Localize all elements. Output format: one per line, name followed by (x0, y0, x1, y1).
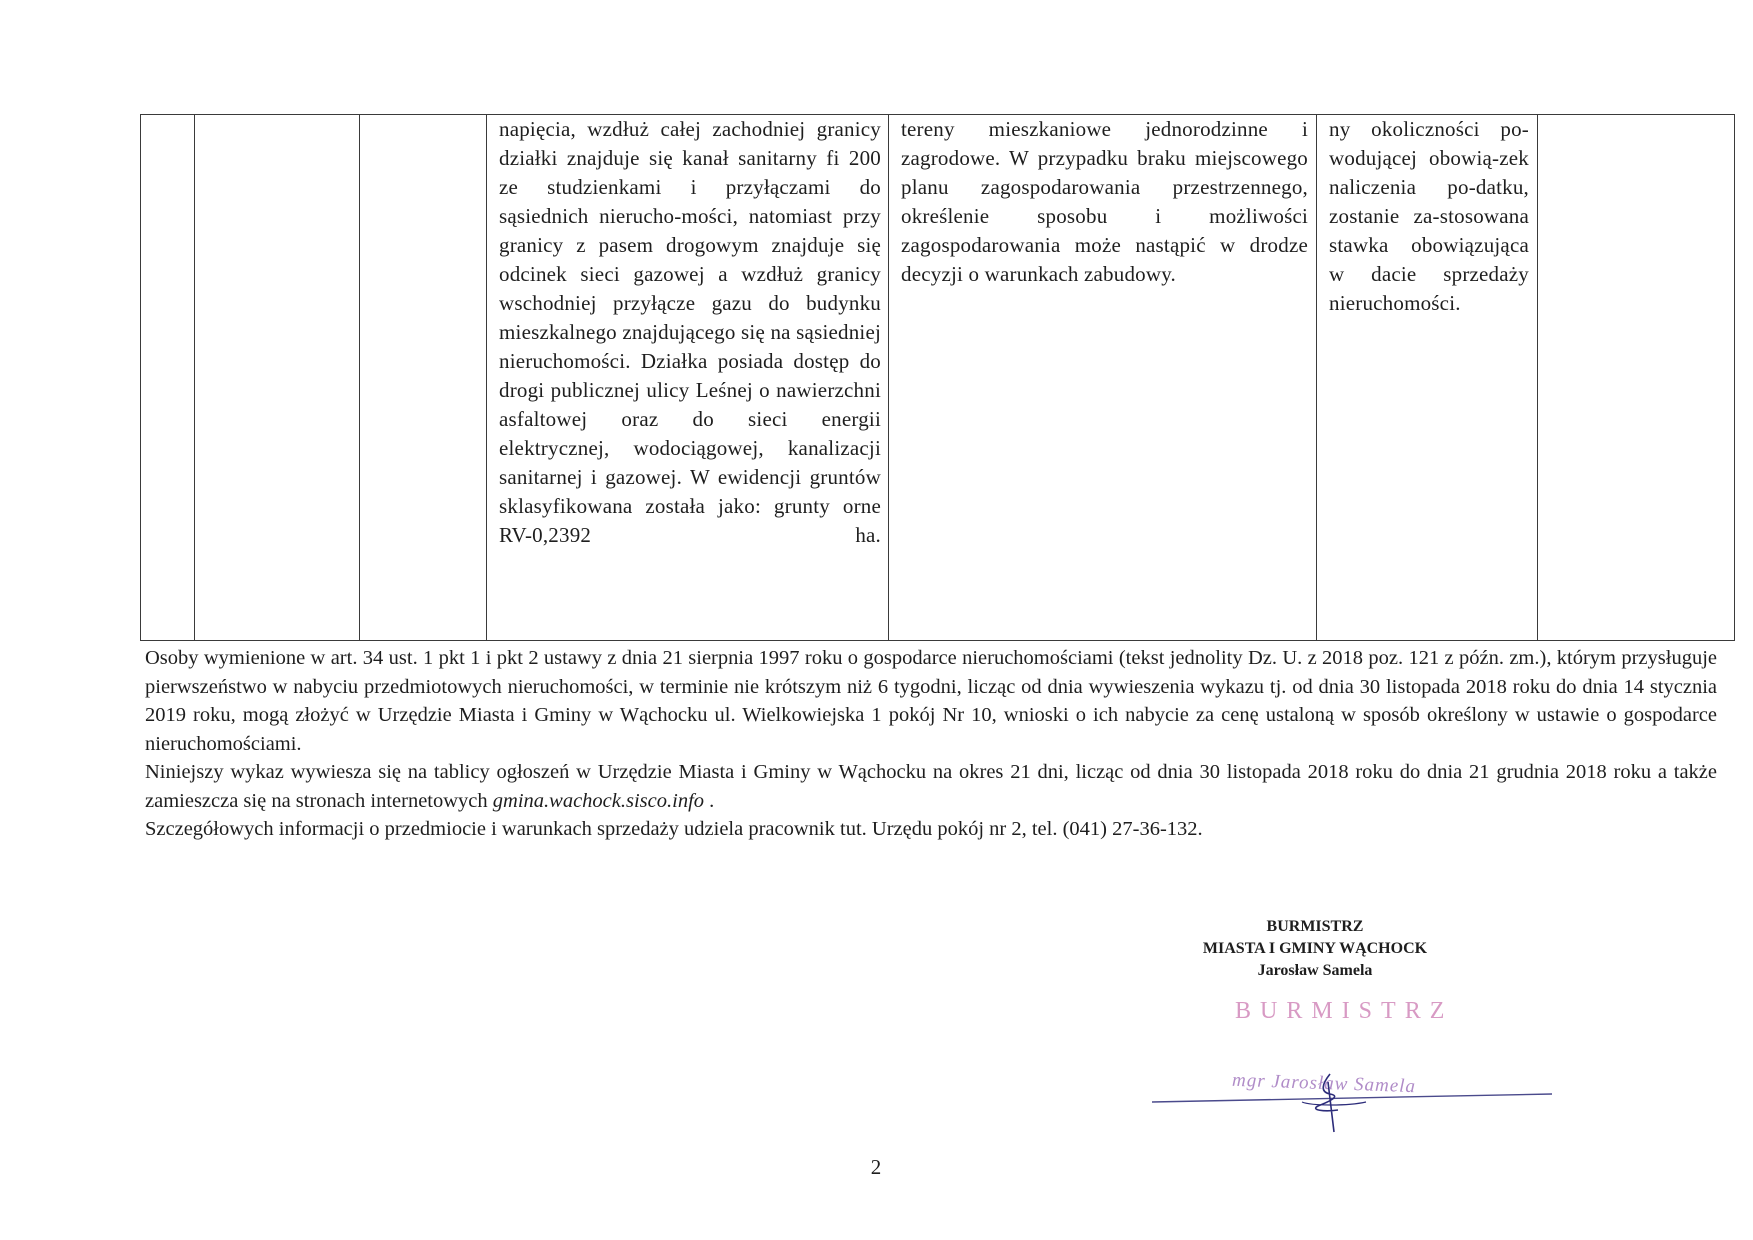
signature-name: Jarosław Samela (1257, 962, 1373, 979)
paragraph-contact: Szczegółowych informacji o przedmiocie i warunkach sprzedaży udziela pracownik tut. Urzędu pokój nr 2, tel. (041) 27-36-132. (145, 818, 1203, 840)
cell-parcel (195, 115, 360, 641)
destination-text: tereny mieszkaniowe jednorodzinne i zagrodowe. W przypadku braku miejscowego planu zagospodarowania przestrzennego, określenie sposobu i możliwości zagospodarowania może nastąpić w drodze decyzji o warunkach zabudowy. (901, 117, 1308, 286)
signature-office: MIASTA I GMINY WĄCHOCK (1202, 940, 1428, 957)
page-number: 2 (870, 1155, 882, 1179)
cell-destination (889, 115, 1317, 641)
handwritten-signature (1152, 1069, 1562, 1142)
website-link[interactable]: gmina.wachock.sisco.info (492, 789, 705, 812)
cell-notes (1317, 115, 1538, 641)
paragraph-posting (145, 758, 1717, 815)
stamp-name: mgr Jarosław Samela (1231, 1069, 1417, 1098)
cell-area (360, 115, 487, 641)
posting-text: Niniejszy wykaz wywiesza się na tablicy ogłoszeń w Urzędzie Miasta i Gminy w Wąchocku na okres 21 dni, licząc od dnia 30 listopada 2018 roku do dnia 21 grudnia 2018 roku a także zamieszcza się na stronach internetowych (145, 761, 1717, 812)
property-table (140, 114, 1735, 641)
cell-lp (141, 115, 195, 641)
description-text: napięcia, wzdłuż całej zachodniej granicy działki znajduje się kanał sanitarny fi 200 ze studzienkami i przyłączami do sąsiednich nierucho-mości, natomiast przy granicy z pasem drogowym znajduje się odcinek sieci gazowej a wzdłuż granicy wschodniej przyłącze gazu do budynku mieszkalnego znajdującego się na sąsiedniej nieruchomości. Działka posiada dostęp do drogi publicznej ulicy Leśnej o nawierzchni asfaltowej oraz do sieci energii elektrycznej, wodociągowej, kanalizacji sanitarnej i gazowej. W ewidencji gruntów sklasyfikowana została jako: grunty orne RV-0,2392 ha. (499, 117, 881, 547)
posting-end: . (704, 789, 715, 812)
stamp-title: BURMISTRZ (1235, 998, 1454, 1024)
notes-text: ny okoliczności po-wodującej obowią-zek naliczenia po-datku, zostanie za-stosowana stawka obowiązująca w dacie sprzedaży nieruchomości. (1329, 117, 1529, 315)
signature-title: BURMISTRZ (1266, 918, 1364, 935)
notice-text (145, 644, 1717, 844)
cell-last (1538, 115, 1735, 641)
paragraph-priority: Osoby wymienione w art. 34 ust. 1 pkt 1 i pkt 2 ustawy z dnia 21 sierpnia 1997 roku o gospodarce nieruchomościami (tekst jednolity Dz. U. z 2018 poz. 121 z późn. zm.), którym przysługuje pierwszeństwo w nabyciu przedmiotowych nieruchomości, w terminie nie krótszym niż 6 tygodni, licząc od dnia wywieszenia wykazu tj. od dnia 30 listopada 2018 roku do dnia 14 stycznia 2019 roku, mogą złożyć w Urzędzie Miasta i Gminy w Wąchocku ul. Wielkowiejska 1 pokój Nr 10, wnioski o ich nabycie za cenę ustaloną w sposób określony w ustawie o gospodarce nieruchomościami. (145, 647, 1717, 755)
cell-description (487, 115, 889, 641)
signature-block (1150, 916, 1480, 982)
table-row (141, 115, 1735, 641)
